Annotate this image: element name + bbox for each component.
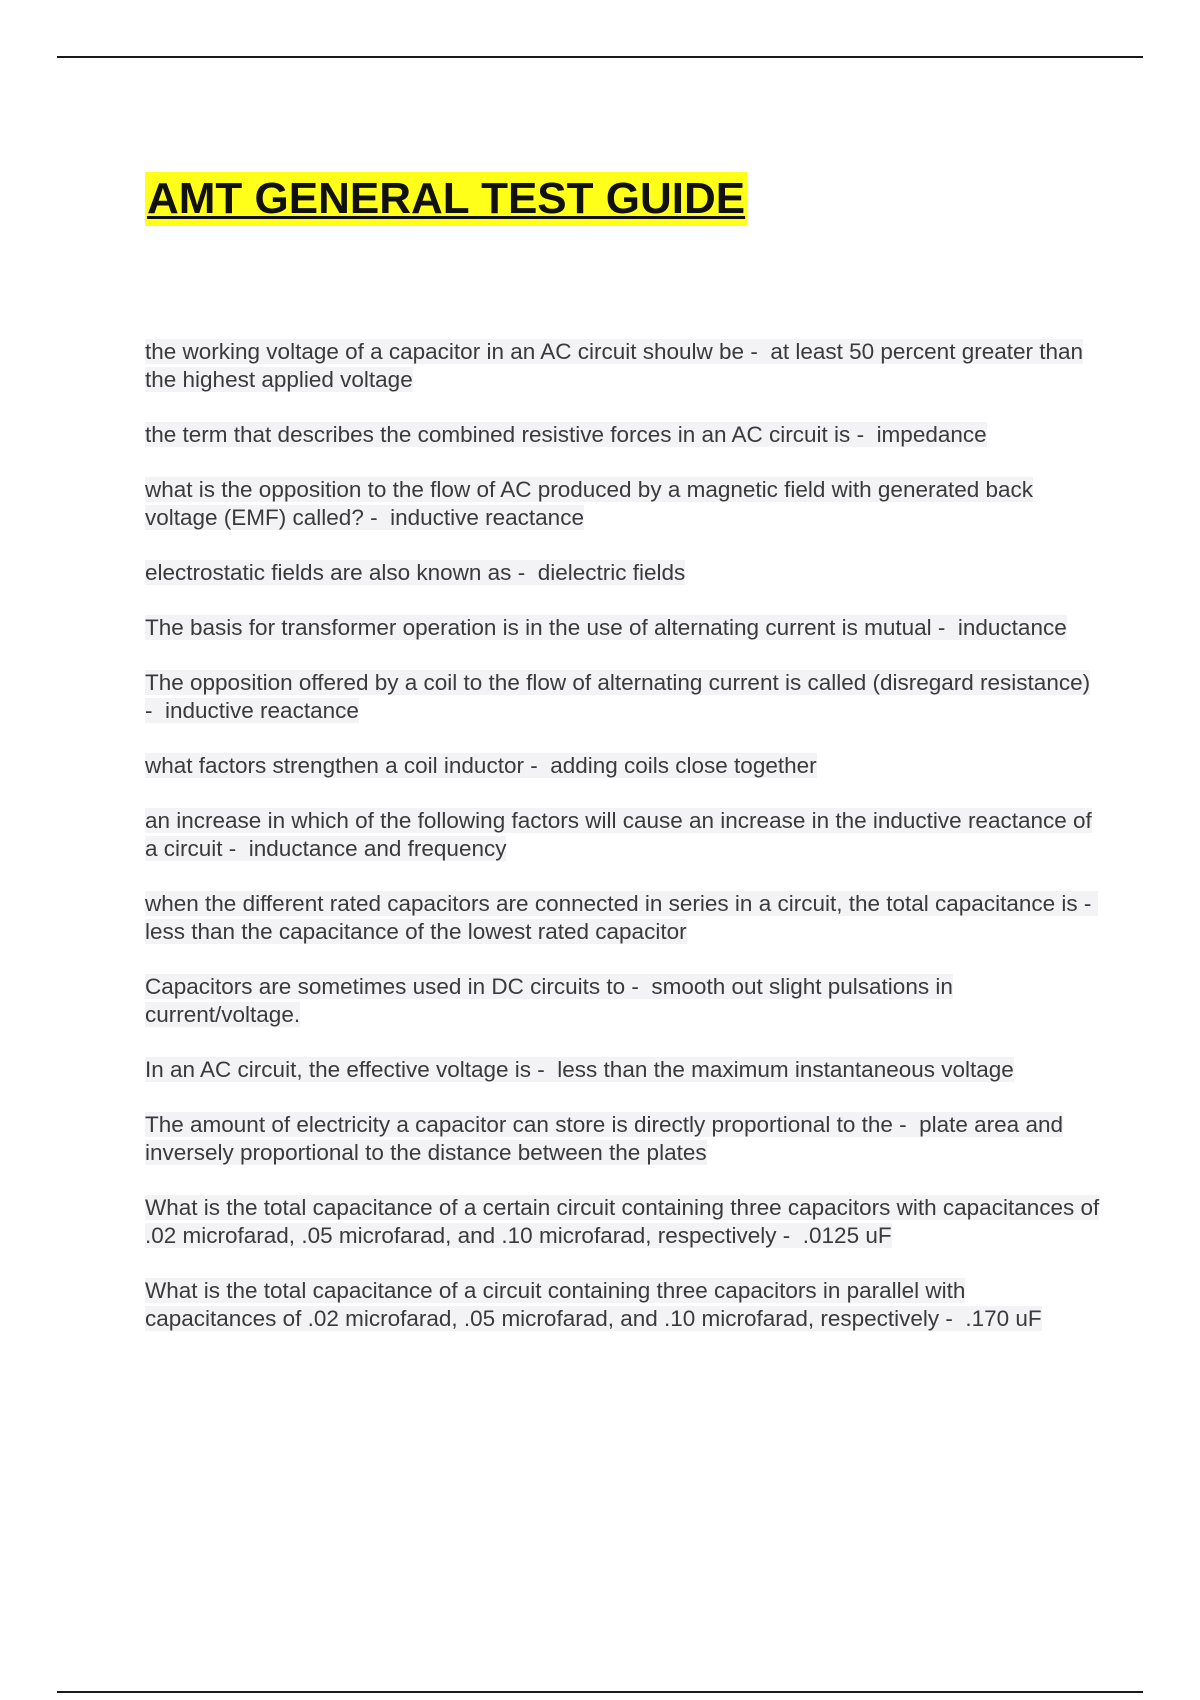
qa-answer: at least 50 percent greater than the highest applied voltage [145,339,1084,392]
qa-answer: impedance [876,422,987,447]
qa-item: the working voltage of a capacitor in an AC circuit shoulw be - at least 50 percent greater than the highest applied voltage [145,339,1084,392]
qa-item: What is the total capacitance of a certain circuit containing three capacitors with capacitances of .02 microfarad, .05 microfarad, and .10 microfarad, respectively - .0125 uF [145,1195,1100,1248]
qa-question: What is the total capacitance of a circuit containing three capacitors in parallel with capacitances of .02 microfarad, .05 microfarad, and .10 microfarad, respectively [145,1278,966,1331]
qa-question: the term that describes the combined resistive forces in an AC circuit is [145,422,851,447]
qa-item: Capacitors are sometimes used in DC circuits to - smooth out slight pulsations in current/voltage. [145,974,953,1027]
qa-item: The basis for transformer operation is in the use of alternating current is mutual - inductance [145,615,1067,640]
qa-question: electrostatic fields are also known as [145,560,512,585]
qa-question: Capacitors are sometimes used in DC circuits to [145,974,626,999]
qa-item: The amount of electricity a capacitor can store is directly proportional to the - plate area and inversely proportional to the distance between the plates [145,1112,1063,1165]
qa-answer: inductance and frequency [248,836,507,861]
qa-item: what factors strengthen a coil inductor - adding coils close together [145,753,817,778]
title-block [145,172,747,226]
qa-question: what factors strengthen a coil inductor [145,753,524,778]
qa-answer: inductance [957,615,1067,640]
qa-question: the working voltage of a capacitor in an AC circuit shoulw be [145,339,745,364]
qa-answer: less than the capacitance of the lowest rated capacitor [145,919,687,944]
qa-answer: less than the maximum instantaneous voltage [557,1057,1014,1082]
qa-question: what is the opposition to the flow of AC produced by a magnetic field with generated back voltage (EMF) called? [145,477,1034,530]
qa-question: In an AC circuit, the effective voltage is [145,1057,532,1082]
qa-list [145,338,1100,1360]
qa-question: when the different rated capacitors are connected in series in a circuit, the total capacitance is [145,891,1078,916]
page-title: AMT GENERAL TEST GUIDE [145,172,747,226]
qa-item: In an AC circuit, the effective voltage is - less than the maximum instantaneous voltage [145,1057,1014,1082]
qa-item: when the different rated capacitors are connected in series in a circuit, the total capacitance is - less than the capacitance of the lowest rated capacitor [145,891,1098,944]
qa-answer: .170 uF [965,1306,1042,1331]
qa-answer: inductive reactance [165,698,359,723]
qa-answer: dielectric fields [537,560,686,585]
qa-item: what is the opposition to the flow of AC produced by a magnetic field with generated back voltage (EMF) called? - inductive reactance [145,477,1034,530]
qa-answer: plate area and inversely proportional to the distance between the plates [145,1112,1063,1165]
qa-item: electrostatic fields are also known as - dielectric fields [145,560,686,585]
qa-question: The basis for transformer operation is in the use of alternating current is mutual [145,615,932,640]
qa-item: The opposition offered by a coil to the flow of alternating current is called (disregard resistance) - inductive reactance [145,670,1091,723]
qa-question: The opposition offered by a coil to the flow of alternating current is called (disregard resistance) [145,670,1091,695]
qa-item: What is the total capacitance of a circuit containing three capacitors in parallel with capacitances of .02 microfarad, .05 microfarad, and .10 microfarad, respectively - .170 uF [145,1278,1042,1331]
top-divider [57,56,1143,58]
qa-answer: .0125 uF [802,1223,892,1248]
qa-question: What is the total capacitance of a certain circuit containing three capacitors with capacitances of .02 microfarad, .05 microfarad, and .10 microfarad, respectively [145,1195,1100,1248]
qa-answer: inductive reactance [390,505,584,530]
qa-item: an increase in which of the following factors will cause an increase in the inductive reactance of a circuit - inductance and frequency [145,808,1092,861]
bottom-divider [57,1691,1143,1693]
qa-item: the term that describes the combined resistive forces in an AC circuit is - impedance [145,422,987,447]
qa-answer: smooth out slight pulsations in current/voltage. [145,974,953,1027]
qa-question: The amount of electricity a capacitor can store is directly proportional to the [145,1112,893,1137]
qa-question: an increase in which of the following factors will cause an increase in the inductive reactance of a circuit [145,808,1092,861]
qa-answer: adding coils close together [550,753,817,778]
